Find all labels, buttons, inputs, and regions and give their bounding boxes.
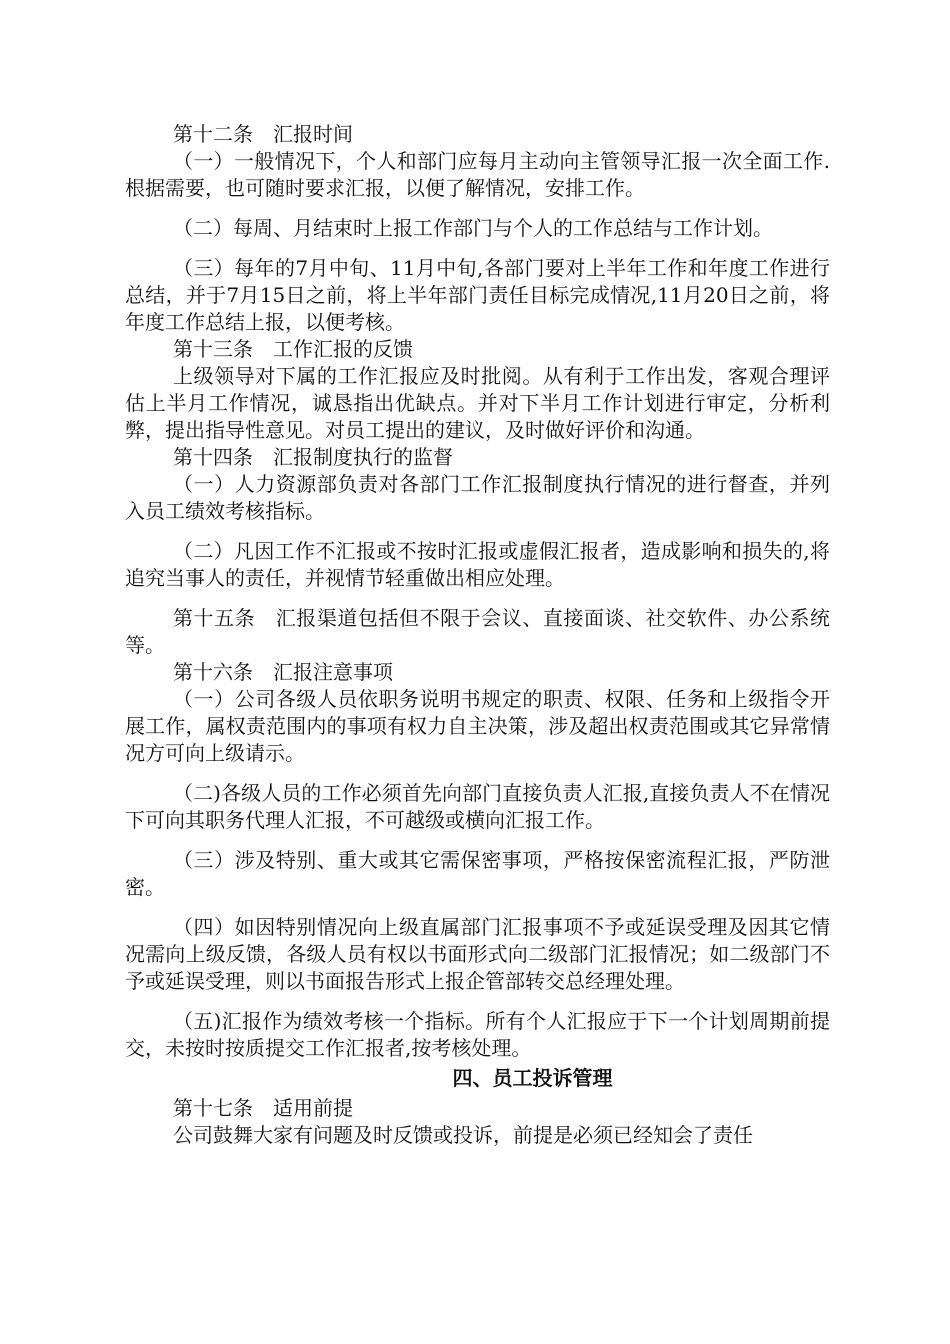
article-13-heading: 第十三条 工作汇报的反馈 [173, 337, 413, 361]
article-16-paragraph-2: （二)各级人员的工作必须首先向部门直接负责人汇报,直接负责人不在情况下可向其职务代理人汇报，不可越级或横向汇报工作。 [125, 781, 830, 832]
article-16-paragraph-4: （四）如因特别情况向上级直属部门汇报事项不予或延误受理及因其它情况需向上级反馈，各级人员有权以书面形式向二级部门汇报情况；如二级部门不予或延误受理，则以书面报告形式上报企管部转交总经理处理。 [125, 915, 830, 993]
article-15-text: 第十五条 汇报渠道包括但不限于会议、直接面谈、社交软件、办公系统等。 [125, 606, 830, 657]
section-4-title: 四、员工投诉管理 [452, 1066, 613, 1090]
article-12-paragraph-2: （二）每周、月结束时上报工作部门与个人的工作总结与工作计划。 [173, 216, 773, 240]
article-14-paragraph-1: （一）人力资源部负责对各部门工作汇报制度执行情况的进行督查，并列入员工绩效考核指标。 [125, 472, 830, 523]
article-16-paragraph-5: （五)汇报作为绩效考核一个指标。所有个人汇报应于下一个计划周期前提交，未按时按质提交工作汇报者,按考核处理。 [125, 1009, 830, 1060]
article-14-heading: 第十四条 汇报制度执行的监督 [173, 445, 453, 469]
article-14-paragraph-2: （二）凡因工作不汇报或不按时汇报或虚假汇报者，造成影响和损失的,将追究当事人的责任，并视情节轻重做出相应处理。 [125, 539, 830, 590]
article-12-heading: 第十二条 汇报时间 [173, 122, 353, 146]
article-17-paragraph-1: 公司鼓舞大家有问题及时反馈或投诉，前提是必须已经知会了责任 [173, 1123, 753, 1147]
document-body [125, 121, 830, 1149]
article-17-heading: 第十七条 适用前提 [173, 1096, 353, 1120]
article-12-paragraph-3: （三）每年的7月中旬、11月中旬,各部门要对上半年工作和年度工作进行总结，并于7月15日之前，将上半年部门责任目标完成情况,11月20日之前，将年度工作总结上报，以便考核。 [125, 256, 830, 334]
article-16-paragraph-1: （一）公司各级人员依职务说明书规定的职责、权限、任务和上级指令开展工作，属权责范围内的事项有权力自主决策，涉及超出权责范围或其它异常情况方可向上级请示。 [125, 687, 830, 765]
article-16-heading: 第十六条 汇报注意事项 [173, 660, 393, 684]
article-12-paragraph-1: （一）一般情况下，个人和部门应每月主动向主管领导汇报一次全面工作.根据需要，也可随时要求汇报，以便了解情况，安排工作。 [125, 149, 830, 200]
article-13-paragraph-1: 上级领导对下属的工作汇报应及时批阅。从有利于工作出发，客观合理评估上半月工作情况，诚恳指出优缺点。并对下半月工作计划进行审定，分析利弊，提出指导性意见。对员工提出的建议，及时做好评价和沟通。 [125, 364, 830, 442]
article-16-paragraph-3: （三）涉及特别、重大或其它需保密事项，严格按保密流程汇报，严防泄密。 [125, 848, 830, 899]
